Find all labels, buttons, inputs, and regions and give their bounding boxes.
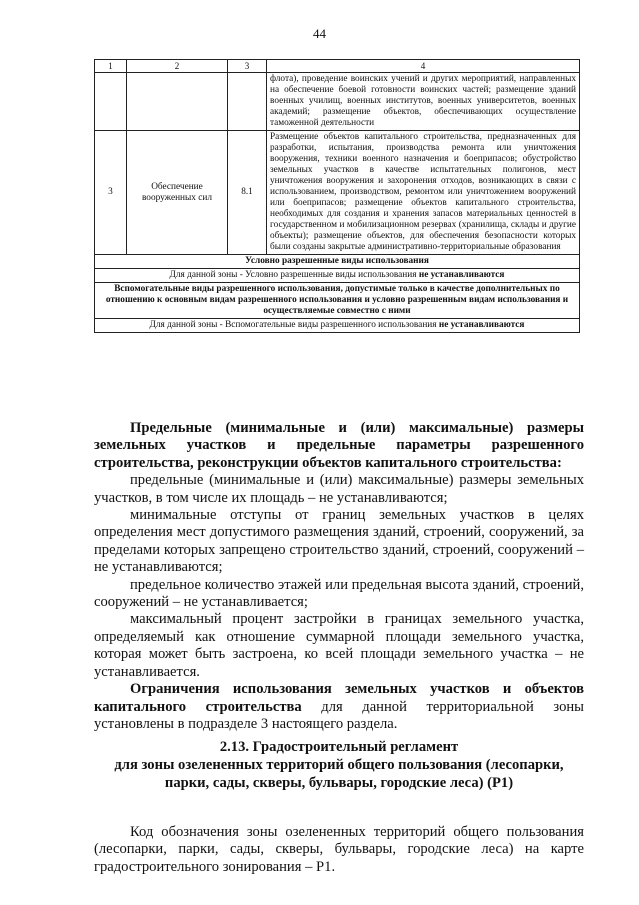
auxiliary-note: Для данной зоны - Вспомогательные виды разрешенного использования не устанавливаются xyxy=(95,319,580,333)
limits-block xyxy=(94,420,584,733)
section-title xyxy=(94,738,584,792)
limits-paragraph: максимальный процент застройки в границах земельного участка, определяемый как отношение суммарной площади земельного участка, которая может быть застроена, ко всей площади земельного участка – не устанавливается. xyxy=(94,611,584,680)
table-row xyxy=(95,73,580,131)
header-col-2: 2 xyxy=(127,60,228,73)
table-row xyxy=(95,269,580,283)
auxiliary-heading: Вспомогательные виды разрешенного использования, допустимые только в качестве дополнительных по отношению к основным видам разрешенного использования и условно разрешенным видам использования и осуществляемые совместно с ними xyxy=(95,283,580,319)
page-number: 44 xyxy=(313,26,326,41)
table-row xyxy=(95,255,580,269)
continuation-description: флота), проведение воинских учений и других мероприятий, направленных на обеспечение боевой готовности воинских частей; размещение зданий военных училищ, военных институтов, военных университетов, военных академий; размещение объектов, обеспечивающих осуществление таможенной деятельности xyxy=(267,73,580,131)
limits-paragraph: минимальные отступы от границ земельных участков в целях определения мест допустимого размещения зданий, строений, сооружений, за пределами которых запрещено строительство зданий, строений, сооружений – не устанавливаются; xyxy=(94,507,584,576)
table-row xyxy=(95,283,580,319)
section-title-line-2: для зоны озелененных территорий общего пользования (лесопарки, парки, сады, скверы, бульвары, городские леса) (Р1) xyxy=(114,757,564,791)
limits-heading: Предельные (минимальные и (или) максимальные) размеры земельных участков и предельные параметры разрешенного строительства, реконструкции объектов капитального строительства: xyxy=(94,420,584,471)
header-col-1: 1 xyxy=(95,60,127,73)
header-col-4: 4 xyxy=(267,60,580,73)
section-title-line-1: 2.13. Градостроительный регламент xyxy=(219,739,459,755)
row-description: Размещение объектов капитального строительства, предназначенных для разработки, испытания, производства ремонта или уничтожения вооружения, техники военного назначения и боеприпасов; обустройство земельных участков в качестве испытательных полигонов, мест уничтожения вооружения и захоронения отходов, возникающих в связи с использованием, производством, ремонтом или уничтожением вооружений или боеприпасов; размещение объектов капитального строительства, необходимых для создания и хранения запасов материальных ценностей в государственном и мобилизационном резервах (хранилища, склады и другие объекты); размещение объектов, для обеспечения безопасности которых были созданы закрытые административно-территориальные образования xyxy=(267,131,580,255)
zone-code-block xyxy=(94,824,584,876)
restriction-paragraph: Ограничения использования земельных участков и объектов капитального строительства для данной территориальной зоны установлены в подразделе 3 настоящего раздела. xyxy=(94,681,584,732)
table-header-row xyxy=(95,60,580,73)
table-row xyxy=(95,319,580,333)
header-col-3: 3 xyxy=(228,60,267,73)
regulation-table xyxy=(94,59,580,333)
conditional-heading: Условно разрешенные виды использования xyxy=(95,255,580,269)
conditional-note: Для данной зоны - Условно разрешенные виды использования не устанавливаются xyxy=(95,269,580,283)
row-code: 8.1 xyxy=(228,131,267,255)
row-name: Обеспечение вооруженных сил xyxy=(127,131,228,255)
zone-code-paragraph: Код обозначения зоны озелененных территорий общего пользования (лесопарки, парки, сады, скверы, бульвары, городские леса) на карте градостроительного зонирования – Р1. xyxy=(94,824,584,875)
limits-paragraph: предельные (минимальные и (или) максимальные) размеры земельных участков, в том числе их площадь – не устанавливаются; xyxy=(94,472,584,506)
table-row xyxy=(95,131,580,255)
row-number: 3 xyxy=(95,131,127,255)
limits-paragraph: предельное количество этажей или предельная высота зданий, строений, сооружений – не устанавливается; xyxy=(94,576,584,611)
